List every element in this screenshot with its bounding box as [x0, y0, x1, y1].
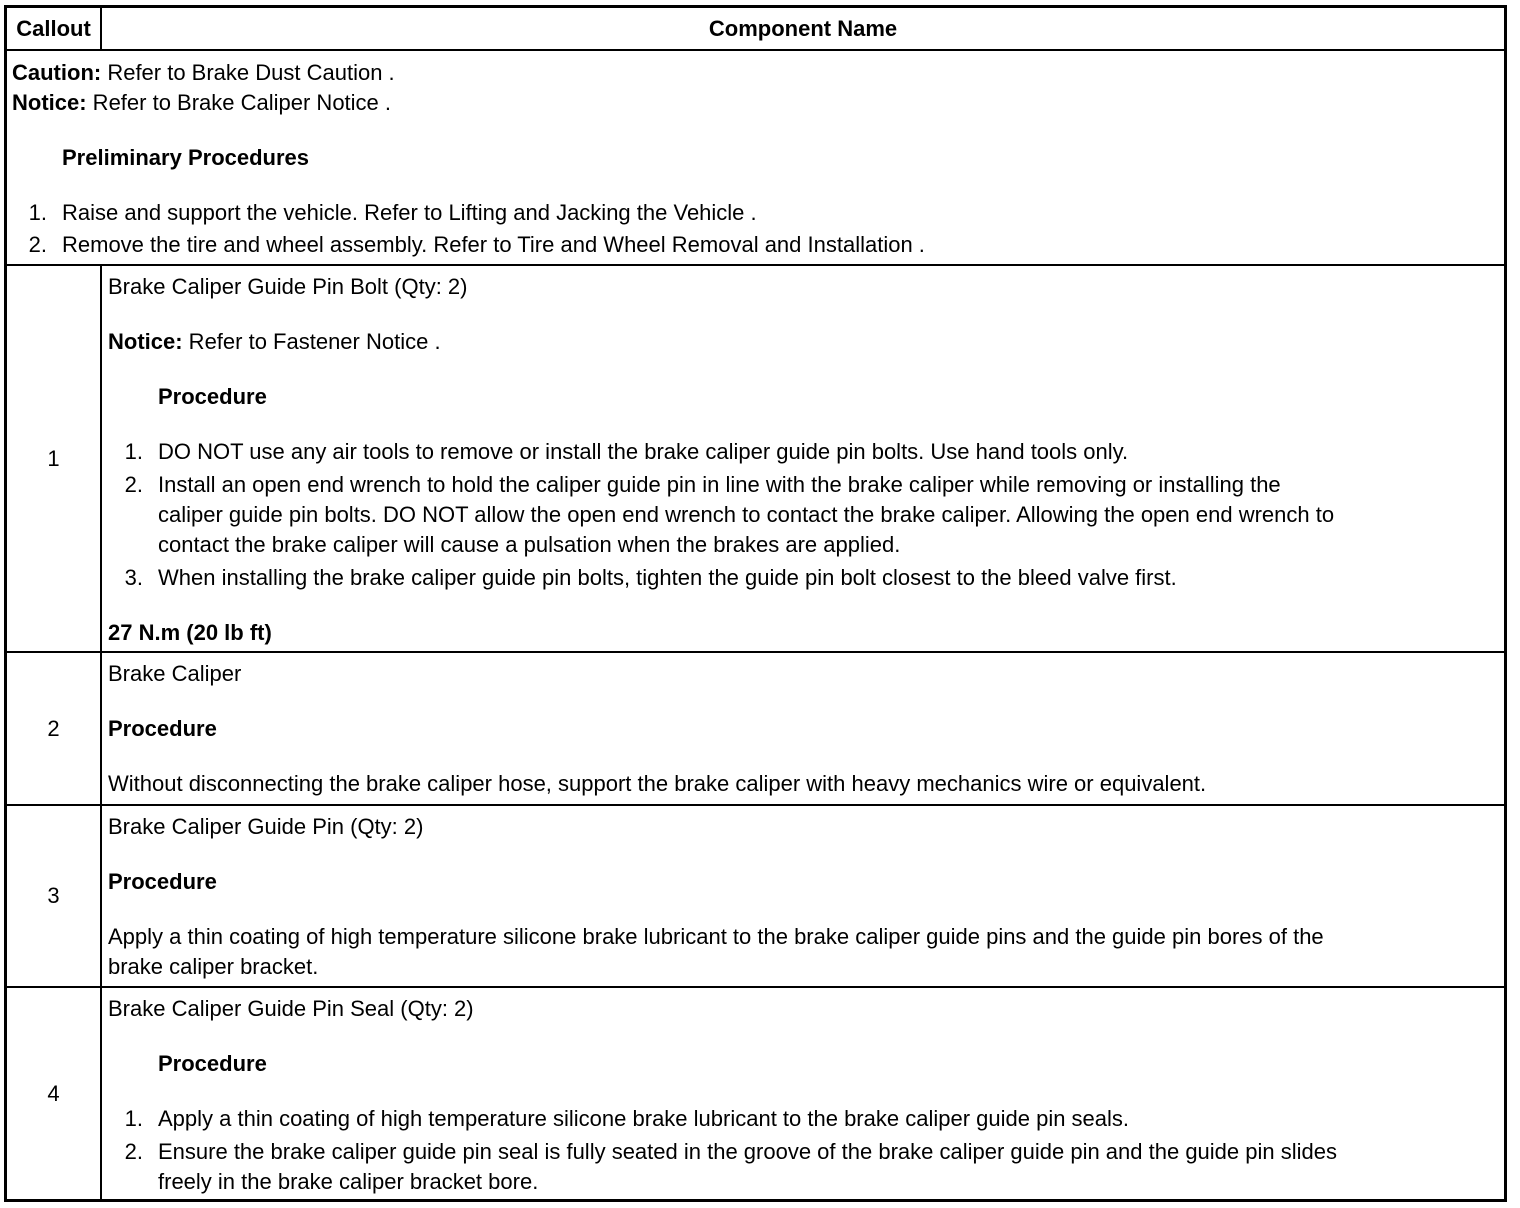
- procedure-step: DO NOT use any air tools to remove or install the brake caliper guide pin bolts. Use hand tools only.: [158, 439, 1129, 464]
- intro-step: Remove the tire and wheel assembly. Refer to Tire and Wheel Removal and Installation .: [62, 232, 925, 257]
- step-number: 2.: [124, 472, 143, 497]
- intro-row: [7, 51, 1504, 266]
- step-number: 1.: [124, 439, 143, 464]
- table-row: [7, 266, 1504, 653]
- procedure-step: Ensure the brake caliper guide pin seal is fully seated in the groove of the brake caliper guide pin and the guide pin slides: [158, 1139, 1337, 1164]
- table-row: [7, 806, 1504, 988]
- notice-line: [108, 327, 441, 357]
- component-cell: [102, 653, 1504, 804]
- component-cell: [102, 806, 1504, 986]
- table-header-row: [7, 8, 1504, 51]
- callout-cell: 3: [7, 806, 102, 986]
- notice-text: Refer to Brake Caliper Notice .: [86, 90, 392, 115]
- notice-text: Refer to Fastener Notice .: [182, 329, 441, 354]
- procedure-heading: Procedure: [108, 869, 217, 894]
- procedure-step-continued: caliper guide pin bolts. DO NOT allow the open end wrench to contact the brake caliper. Allowing the open end wrench to: [158, 502, 1335, 527]
- procedure-step-continued: freely in the brake caliper bracket bore.: [158, 1169, 539, 1194]
- procedure-text: Apply a thin coating of high temperature silicone brake lubricant to the brake caliper guide pins and the guide pin bores of the: [108, 924, 1324, 949]
- header-component-name: Component Name: [708, 15, 898, 41]
- component-title: Brake Caliper: [108, 661, 242, 686]
- intro-step: Raise and support the vehicle. Refer to Lifting and Jacking the Vehicle .: [62, 200, 757, 225]
- step-number: 2.: [28, 232, 47, 257]
- table-row: [7, 988, 1504, 1199]
- preliminary-heading: Preliminary Procedures: [62, 145, 310, 170]
- procedure-text: brake caliper bracket.: [108, 954, 319, 979]
- table-row: [7, 653, 1504, 806]
- step-number: 1.: [28, 200, 47, 225]
- component-cell: [102, 266, 1504, 651]
- callout-cell: 2: [7, 653, 102, 804]
- procedure-step: Install an open end wrench to hold the caliper guide pin in line with the brake caliper while removing or installing the: [158, 472, 1281, 497]
- procedure-step: When installing the brake caliper guide pin bolts, tighten the guide pin bolt closest to the bleed valve first.: [158, 565, 1177, 590]
- procedure-text: Without disconnecting the brake caliper hose, support the brake caliper with heavy mechanics wire or equivalent.: [108, 771, 1207, 796]
- caution-text: Refer to Brake Dust Caution .: [101, 60, 395, 85]
- procedure-heading: Procedure: [158, 1051, 267, 1076]
- header-callout: Callout: [7, 8, 102, 49]
- caution-label: Caution:: [12, 60, 102, 85]
- component-table: [4, 5, 1507, 1202]
- component-title: Brake Caliper Guide Pin Seal (Qty: 2): [108, 996, 474, 1021]
- torque-spec: 27 N.m (20 lb ft): [108, 620, 272, 645]
- caution-line: [12, 58, 395, 88]
- notice-line: [12, 88, 391, 118]
- callout-cell: 1: [7, 266, 102, 651]
- procedure-heading: Procedure: [158, 384, 267, 409]
- step-number: 3.: [124, 565, 143, 590]
- component-cell: [102, 988, 1504, 1199]
- procedure-step-continued: contact the brake caliper will cause a pulsation when the brakes are applied.: [158, 532, 901, 557]
- notice-label: Notice:: [108, 329, 183, 354]
- procedure-step: Apply a thin coating of high temperature silicone brake lubricant to the brake caliper guide pin seals.: [158, 1106, 1130, 1131]
- step-number: 2.: [124, 1139, 143, 1164]
- component-title: Brake Caliper Guide Pin (Qty: 2): [108, 814, 424, 839]
- callout-cell: 4: [7, 988, 102, 1199]
- notice-label: Notice:: [12, 90, 87, 115]
- component-title: Brake Caliper Guide Pin Bolt (Qty: 2): [108, 274, 468, 299]
- procedure-heading: Procedure: [108, 716, 217, 741]
- step-number: 1.: [124, 1106, 143, 1131]
